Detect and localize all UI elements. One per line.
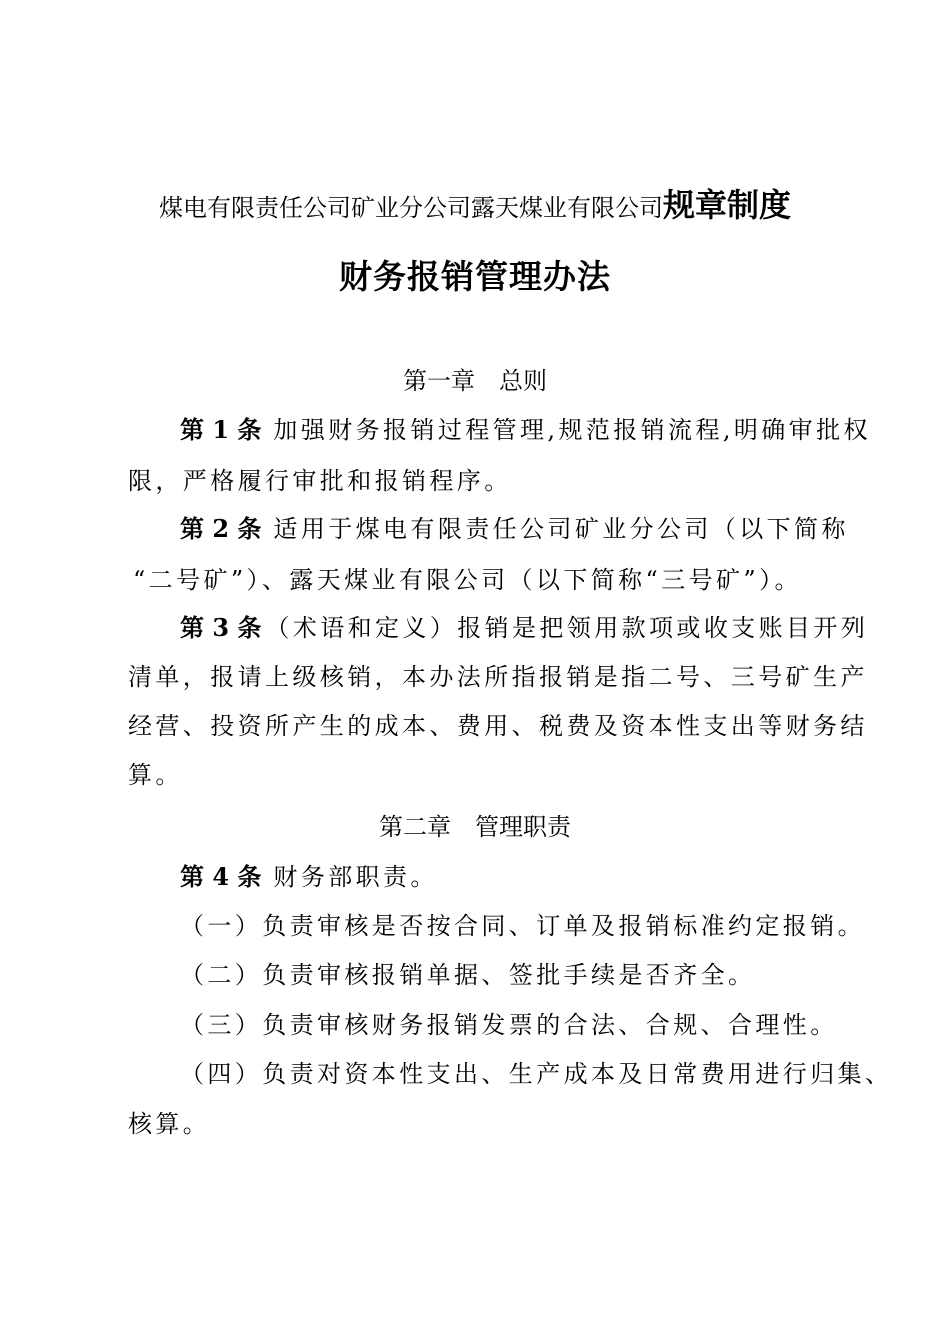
duty-item-4-cont: 核算。 (128, 1110, 211, 1138)
article-3-cont-3: 算。 (128, 761, 183, 789)
article-3-cont-2: 经营、投资所产生的成本、费用、税费及资本性支出等财务结 (128, 712, 868, 740)
article-1-cont: 限，严格履行审批和报销程序。 (128, 467, 512, 495)
article-3 (180, 613, 868, 643)
article-label: 第 1 条 (180, 415, 262, 444)
article-2-cont: “二号矿”）、露天煤业有限公司（以下简称“三号矿”）。 (133, 566, 802, 594)
article-4 (180, 862, 438, 892)
article-label: 第 3 条 (180, 613, 262, 642)
duty-item-4: （四）负责对资本性支出、生产成本及日常费用进行归集、 (180, 1060, 893, 1088)
document-header (0, 186, 950, 224)
article-text: 财务部职责。 (273, 863, 438, 891)
company-name: 煤电有限责任公司矿业分公司露天煤业有限公司 (158, 194, 663, 222)
duty-item-1: （一）负责审核是否按合同、订单及报销标准约定报销。 (180, 912, 865, 940)
article-label: 第 4 条 (180, 862, 262, 891)
header-suffix: 规章制度 (662, 186, 791, 224)
article-2 (180, 514, 849, 544)
chapter-2-title: 第二章 管理职责 (379, 813, 571, 841)
duty-item-3: （三）负责审核财务报销发票的合法、合规、合理性。 (180, 1011, 838, 1039)
article-text: （术语和定义）报销是把领用款项或收支账目开列 (265, 614, 869, 642)
article-text: 加强财务报销过程管理,规范报销流程,明确审批权 (273, 416, 871, 444)
article-text: 适用于煤电有限责任公司矿业分公司（以下简称 (273, 515, 849, 543)
duty-item-2: （二）负责审核报销单据、签批手续是否齐全。 (180, 961, 756, 989)
chapter-1-title: 第一章 总则 (403, 367, 547, 395)
article-3-cont-1: 清单，报请上级核销，本办法所指报销是指二号、三号矿生产 (128, 663, 868, 691)
document-title: 财务报销管理办法 (339, 257, 611, 296)
article-label: 第 2 条 (180, 514, 262, 543)
article-1 (180, 415, 871, 445)
